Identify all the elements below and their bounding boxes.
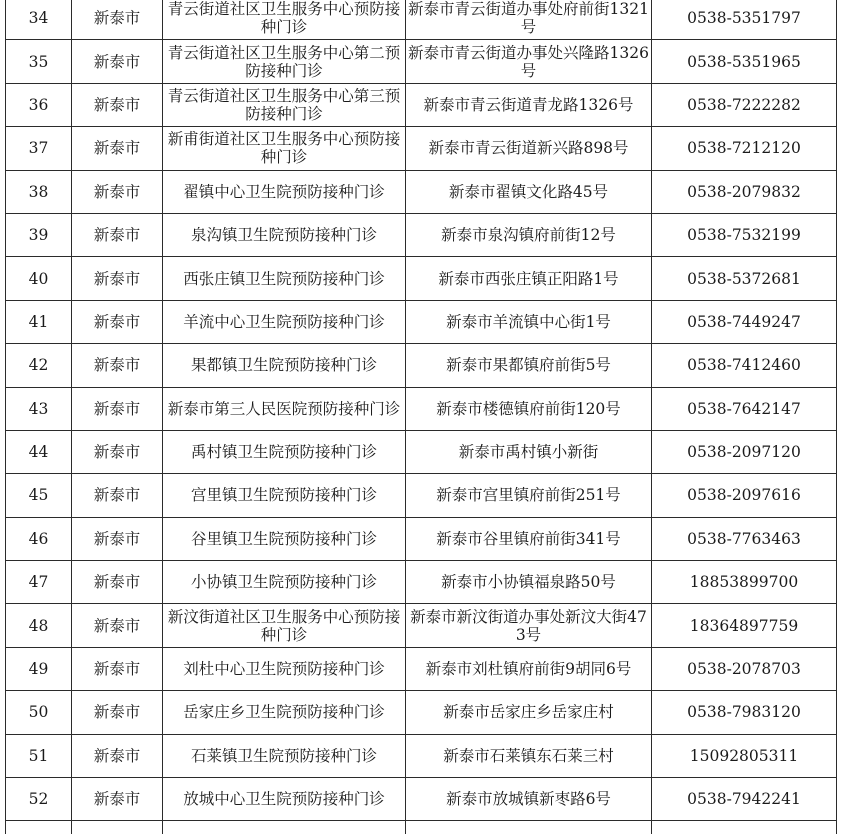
clinic-table (5, 0, 837, 834)
city-cell (72, 778, 163, 821)
address-cell-text: 新泰市泉沟镇府前街12号 (441, 226, 616, 245)
clinic-name-cell (163, 647, 406, 690)
city-cell-text: 新泰市 (93, 356, 141, 375)
city-cell (72, 734, 163, 777)
phone-cell (652, 0, 837, 40)
phone-cell-text: 0538-7642147 (687, 399, 801, 418)
address-cell-text: 新泰市翟镇文化路45号 (448, 182, 609, 201)
row-number-cell-text: 46 (28, 529, 49, 548)
table-row (6, 40, 837, 83)
phone-cell (652, 430, 837, 473)
address-cell (406, 821, 652, 834)
clinic-name-cell-text: 岳家庄乡卫生院预防接种门诊 (183, 703, 385, 722)
city-cell-text: 新泰市 (93, 746, 141, 765)
city-cell-text: 新泰市 (93, 443, 141, 462)
city-cell (72, 344, 163, 387)
clinic-name-cell-text: 禹村镇卫生院预防接种门诊 (190, 443, 377, 462)
clinic-name-cell (163, 344, 406, 387)
table-row (6, 213, 837, 256)
address-cell (406, 691, 652, 734)
row-number-cell-text: 34 (28, 9, 49, 28)
clinic-name-cell (163, 127, 406, 170)
city-cell-text: 新泰市 (93, 486, 141, 505)
city-cell (72, 430, 163, 473)
phone-cell (652, 821, 837, 834)
table-row (6, 734, 837, 777)
row-number-cell-text: 43 (28, 399, 49, 418)
row-number-cell (6, 517, 72, 560)
city-cell (72, 257, 163, 300)
row-number-cell-text: 37 (28, 139, 49, 158)
phone-cell-text: 0538-7532199 (687, 226, 801, 245)
row-number-cell (6, 300, 72, 343)
city-cell-text: 新泰市 (93, 95, 141, 114)
clinic-name-cell (163, 213, 406, 256)
city-cell (72, 821, 163, 834)
table-row (6, 83, 837, 126)
clinic-table-body (6, 0, 837, 834)
table-row (6, 170, 837, 213)
address-cell-text: 新泰市谷里镇府前街341号 (436, 529, 621, 548)
address-cell-text: 新泰市青云街道办事处府前街1321号 (408, 0, 649, 37)
address-cell-text: 新泰市小协镇福泉路50号 (441, 573, 616, 592)
clinic-name-cell-text: 羊流中心卫生院预防接种门诊 (183, 312, 385, 331)
address-cell (406, 474, 652, 517)
phone-cell (652, 344, 837, 387)
clinic-name-cell (163, 734, 406, 777)
address-cell (406, 387, 652, 430)
address-cell-text: 新泰市宫里镇府前街251号 (436, 486, 621, 505)
address-cell (406, 517, 652, 560)
phone-cell (652, 517, 837, 560)
row-number-cell (6, 430, 72, 473)
address-cell (406, 344, 652, 387)
row-number-cell-text: 38 (28, 182, 49, 201)
clinic-name-cell (163, 474, 406, 517)
row-number-cell (6, 561, 72, 604)
city-cell-text: 新泰市 (93, 312, 141, 331)
phone-cell (652, 561, 837, 604)
city-cell-text: 新泰市 (93, 790, 141, 809)
address-cell (406, 647, 652, 690)
clinic-name-cell (163, 561, 406, 604)
phone-cell (652, 40, 837, 83)
city-cell-text: 新泰市 (93, 660, 141, 679)
address-cell-text: 新泰市刘杜镇府前街9胡同6号 (425, 660, 632, 679)
row-number-cell-text: 41 (28, 312, 49, 331)
phone-cell (652, 474, 837, 517)
city-cell (72, 300, 163, 343)
table-row (6, 604, 837, 647)
clinic-name-cell (163, 430, 406, 473)
row-number-cell (6, 344, 72, 387)
city-cell (72, 604, 163, 647)
table-row (6, 821, 837, 834)
phone-cell (652, 83, 837, 126)
row-number-cell (6, 691, 72, 734)
phone-cell-text: 0538-2079832 (687, 182, 801, 201)
clinic-name-cell-text: 青云街道社区卫生服务中心第二预防接种门诊 (167, 43, 401, 80)
clinic-name-cell-text: 青云街道社区卫生服务中心预防接种门诊 (167, 0, 401, 37)
phone-cell-text: 0538-5351965 (687, 52, 801, 71)
clinic-name-cell-text: 翟镇中心卫生院预防接种门诊 (183, 182, 385, 201)
row-number-cell (6, 213, 72, 256)
address-cell-text: 新泰市青云街道办事处兴隆路1326号 (408, 43, 649, 80)
clinic-name-cell-text: 谷里镇卫生院预防接种门诊 (190, 529, 377, 548)
row-number-cell-text: 35 (28, 52, 49, 71)
row-number-cell-text: 42 (28, 356, 49, 375)
address-cell-text: 新泰市楼德镇府前街120号 (436, 399, 621, 418)
row-number-cell (6, 40, 72, 83)
phone-cell-text: 0538-2078703 (687, 660, 801, 679)
phone-cell (652, 691, 837, 734)
phone-cell-text: 0538-5351797 (687, 9, 801, 28)
phone-cell-text: 0538-7763463 (687, 529, 801, 548)
clinic-name-cell (163, 604, 406, 647)
clinic-name-cell-text: 果都镇卫生院预防接种门诊 (190, 356, 377, 375)
table-row (6, 300, 837, 343)
phone-cell (652, 213, 837, 256)
clinic-name-cell (163, 691, 406, 734)
clinic-name-cell-text: 西张庄镇卫生院预防接种门诊 (183, 269, 385, 288)
clinic-name-cell-text: 新汶街道社区卫生服务中心预防接种门诊 (167, 607, 401, 644)
city-cell (72, 40, 163, 83)
phone-cell (652, 257, 837, 300)
phone-cell (652, 127, 837, 170)
address-cell-text: 新泰市禹村镇小新街 (458, 443, 599, 462)
city-cell-text: 新泰市 (93, 703, 141, 722)
city-cell (72, 127, 163, 170)
row-number-cell-text: 47 (28, 573, 49, 592)
phone-cell (652, 734, 837, 777)
row-number-cell (6, 734, 72, 777)
clinic-name-cell-text: 泉沟镇卫生院预防接种门诊 (190, 226, 377, 245)
city-cell (72, 691, 163, 734)
clinic-name-cell (163, 83, 406, 126)
city-cell-text: 新泰市 (93, 182, 141, 201)
row-number-cell (6, 0, 72, 40)
clinic-name-cell-text: 石莱镇卫生院预防接种门诊 (190, 746, 377, 765)
table-row (6, 127, 837, 170)
table-row (6, 517, 837, 560)
clinic-name-cell-text: 青云街道社区卫生服务中心第三预防接种门诊 (167, 86, 401, 123)
phone-cell-text: 0538-7449247 (687, 312, 801, 331)
table-row (6, 430, 837, 473)
row-number-cell (6, 604, 72, 647)
table-row (6, 0, 837, 40)
row-number-cell-text: 49 (28, 660, 49, 679)
phone-cell (652, 647, 837, 690)
phone-cell-text: 0538-7412460 (687, 356, 801, 375)
table-row (6, 474, 837, 517)
address-cell (406, 127, 652, 170)
clinic-name-cell-text: 新甫街道社区卫生服务中心预防接种门诊 (167, 130, 401, 167)
phone-cell-text: 0538-7983120 (687, 703, 801, 722)
table-row (6, 257, 837, 300)
row-number-cell (6, 170, 72, 213)
address-cell-text: 新泰市羊流镇中心街1号 (446, 312, 611, 331)
clinic-name-cell-text: 刘杜中心卫生院预防接种门诊 (183, 660, 385, 679)
address-cell-text: 新泰市青云街道新兴路898号 (428, 139, 629, 158)
table-row (6, 647, 837, 690)
clinic-name-cell (163, 517, 406, 560)
city-cell-text: 新泰市 (93, 269, 141, 288)
phone-cell-text: 0538-2097616 (687, 486, 801, 505)
row-number-cell-text: 50 (28, 703, 49, 722)
clinic-name-cell-text: 宫里镇卫生院预防接种门诊 (190, 486, 377, 505)
phone-cell-text: 0538-5372681 (687, 269, 801, 288)
row-number-cell-text: 45 (28, 486, 49, 505)
clinic-name-cell-text: 放城中心卫生院预防接种门诊 (183, 790, 385, 809)
phone-cell (652, 300, 837, 343)
phone-cell-text: 15092805311 (689, 746, 799, 765)
city-cell-text: 新泰市 (93, 529, 141, 548)
phone-cell-text: 0538-2097120 (687, 443, 801, 462)
address-cell (406, 83, 652, 126)
address-cell (406, 257, 652, 300)
phone-cell-text: 18853899700 (689, 573, 799, 592)
city-cell (72, 647, 163, 690)
clinic-name-cell (163, 821, 406, 834)
row-number-cell (6, 821, 72, 834)
table-row (6, 344, 837, 387)
address-cell (406, 40, 652, 83)
address-cell (406, 561, 652, 604)
address-cell (406, 778, 652, 821)
clinic-name-cell-text: 小协镇卫生院预防接种门诊 (190, 573, 377, 592)
row-number-cell-text: 51 (28, 746, 49, 765)
city-cell (72, 83, 163, 126)
row-number-cell (6, 387, 72, 430)
clinic-name-cell (163, 0, 406, 40)
address-cell (406, 170, 652, 213)
city-cell (72, 517, 163, 560)
row-number-cell (6, 647, 72, 690)
phone-cell (652, 387, 837, 430)
address-cell (406, 0, 652, 40)
row-number-cell (6, 127, 72, 170)
city-cell (72, 474, 163, 517)
row-number-cell (6, 83, 72, 126)
clinic-name-cell (163, 300, 406, 343)
address-cell (406, 300, 652, 343)
address-cell (406, 430, 652, 473)
row-number-cell-text: 44 (28, 443, 49, 462)
clinic-name-cell (163, 778, 406, 821)
row-number-cell-text: 39 (28, 226, 49, 245)
address-cell-text: 新泰市新汶街道办事处新汶大街473号 (410, 607, 647, 644)
city-cell-text: 新泰市 (93, 573, 141, 592)
address-cell-text: 新泰市果都镇府前街5号 (446, 356, 611, 375)
address-cell-text: 新泰市西张庄镇正阳路1号 (438, 269, 619, 288)
table-row (6, 691, 837, 734)
clinic-name-cell (163, 170, 406, 213)
city-cell (72, 0, 163, 40)
phone-cell (652, 604, 837, 647)
clinic-name-cell (163, 40, 406, 83)
address-cell (406, 734, 652, 777)
address-cell (406, 604, 652, 647)
row-number-cell-text: 36 (28, 95, 49, 114)
city-cell (72, 213, 163, 256)
row-number-cell-text: 48 (28, 616, 49, 635)
phone-cell (652, 778, 837, 821)
city-cell-text: 新泰市 (93, 139, 141, 158)
table-row (6, 561, 837, 604)
city-cell-text: 新泰市 (93, 399, 141, 418)
row-number-cell-text: 52 (28, 790, 49, 809)
row-number-cell (6, 474, 72, 517)
city-cell-text: 新泰市 (93, 9, 141, 28)
phone-cell-text: 0538-7222282 (687, 95, 801, 114)
city-cell-text: 新泰市 (93, 616, 141, 635)
clinic-name-cell-text: 新泰市第三人民医院预防接种门诊 (167, 399, 401, 418)
table-row (6, 387, 837, 430)
address-cell (406, 213, 652, 256)
address-cell-text: 新泰市岳家庄乡岳家庄村 (443, 703, 614, 722)
clinic-name-cell (163, 387, 406, 430)
city-cell-text: 新泰市 (93, 226, 141, 245)
phone-cell (652, 170, 837, 213)
phone-cell-text: 0538-7942241 (687, 790, 801, 809)
row-number-cell (6, 257, 72, 300)
address-cell-text: 新泰市石莱镇东石莱三村 (443, 746, 614, 765)
clinic-name-cell (163, 257, 406, 300)
phone-cell-text: 18364897759 (689, 616, 799, 635)
city-cell (72, 387, 163, 430)
address-cell-text: 新泰市青云街道青龙路1326号 (423, 95, 634, 114)
row-number-cell (6, 778, 72, 821)
address-cell-text: 新泰市放城镇新枣路6号 (446, 790, 611, 809)
city-cell (72, 561, 163, 604)
row-number-cell-text: 40 (28, 269, 49, 288)
table-row (6, 778, 837, 821)
phone-cell-text: 0538-7212120 (687, 139, 801, 158)
city-cell (72, 170, 163, 213)
city-cell-text: 新泰市 (93, 52, 141, 71)
